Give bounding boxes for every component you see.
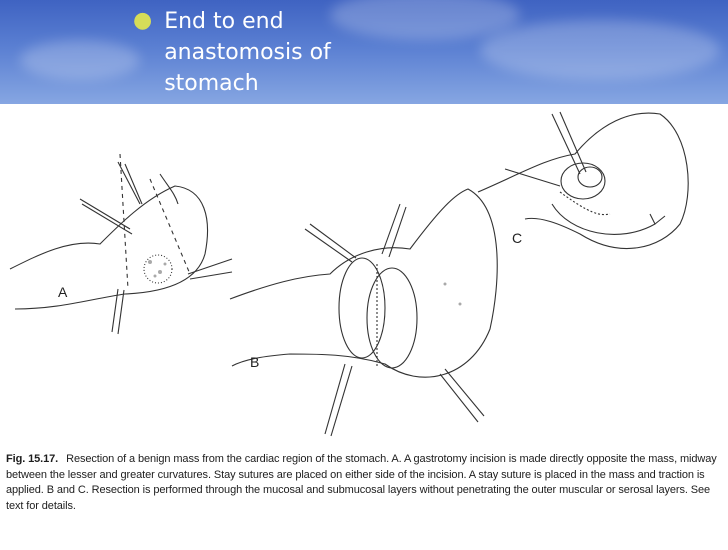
panel-label-a: A [58, 284, 68, 300]
bullet-item [133, 6, 374, 99]
slide-title-band [0, 0, 728, 104]
bullet-text: End to end anastomosis of stomach [164, 9, 331, 96]
panel-label-c: C [512, 230, 523, 246]
figure-caption [6, 452, 726, 514]
panel-label-b: B [250, 354, 260, 370]
caption-heading: Fig. 15.17. [6, 453, 59, 465]
bullet-dot-icon: ● [133, 8, 153, 33]
caption-body: Resection of a benign mass from the cardiac region of the stomach. A. A gastrotomy incision is made directly opposite the mass, midway between the lesser and greater curvatures. Stay sutures are placed on either side of the incision. A stay suture is placed in the mass and traction is applied. B and C. Resection is performed through the mucosal and submucosal layers without penetrating the outer muscular or serosal layers. See text for details. [6, 453, 717, 512]
